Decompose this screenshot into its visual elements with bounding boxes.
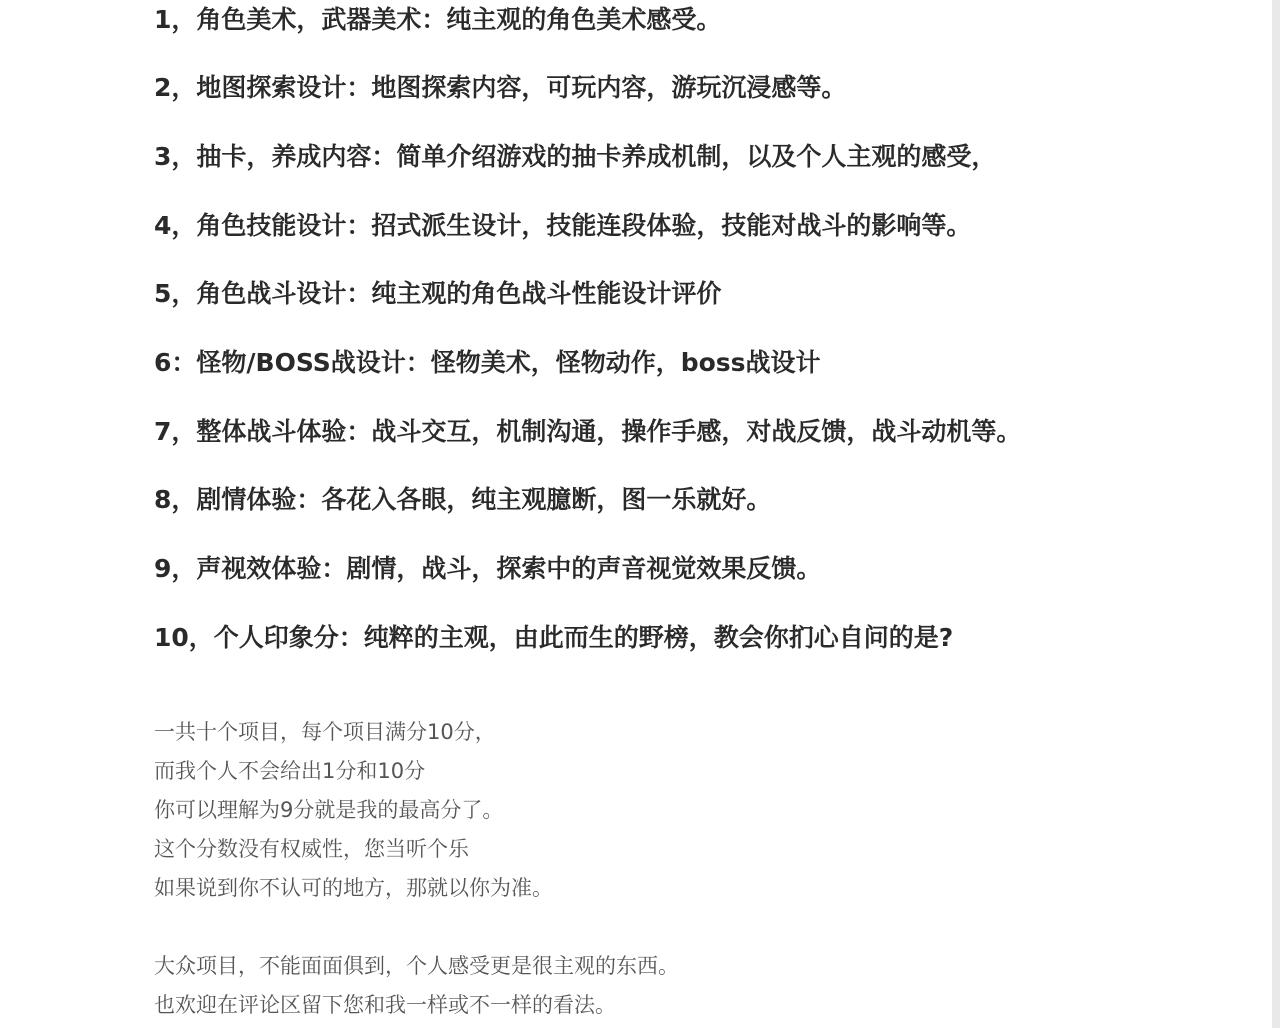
- criterion-4: 4，角色技能设计：招式派生设计，技能连段体验，技能对战斗的影响等。: [154, 211, 972, 240]
- criterion-6: 6：怪物/BOSS战设计：怪物美术，怪物动作，boss战设计: [154, 348, 821, 377]
- note-line: 也欢迎在评论区留下您和我一样或不一样的看法。: [154, 993, 616, 1017]
- right-edge-strip: [1272, 0, 1280, 1028]
- note-line: 而我个人不会给出1分和10分: [154, 759, 426, 783]
- criterion-8: 8，剧情体验：各花入各眼，纯主观臆断，图一乐就好。: [154, 485, 772, 514]
- criterion-10: 10，个人印象分：纯粹的主观，由此而生的野榜，教会你扪心自问的是?: [154, 623, 954, 652]
- note-line: 大众项目，不能面面俱到，个人感受更是很主观的东西。: [154, 954, 679, 978]
- criterion-5: 5，角色战斗设计：纯主观的角色战斗性能设计评价: [154, 279, 722, 308]
- criterion-9: 9，声视效体验：剧情，战斗，探索中的声音视觉效果反馈。: [154, 554, 822, 583]
- criterion-1: 1，角色美术，武器美术：纯主观的角色美术感受。: [154, 5, 722, 34]
- note-line: 一共十个项目，每个项目满分10分，: [154, 720, 496, 744]
- criterion-3: 3，抽卡，养成内容：简单介绍游戏的抽卡养成机制，以及个人主观的感受，: [154, 142, 997, 171]
- criterion-7: 7，整体战斗体验：战斗交互，机制沟通，操作手感，对战反馈，战斗动机等。: [154, 417, 1022, 446]
- note-line: 这个分数没有权威性，您当听个乐: [154, 837, 469, 861]
- note-line: 你可以理解为9分就是我的最高分了。: [154, 798, 504, 822]
- criterion-2: 2，地图探索设计：地图探索内容，可玩内容，游玩沉浸感等。: [154, 73, 847, 102]
- note-line: 如果说到你不认可的地方，那就以你为准。: [154, 876, 553, 900]
